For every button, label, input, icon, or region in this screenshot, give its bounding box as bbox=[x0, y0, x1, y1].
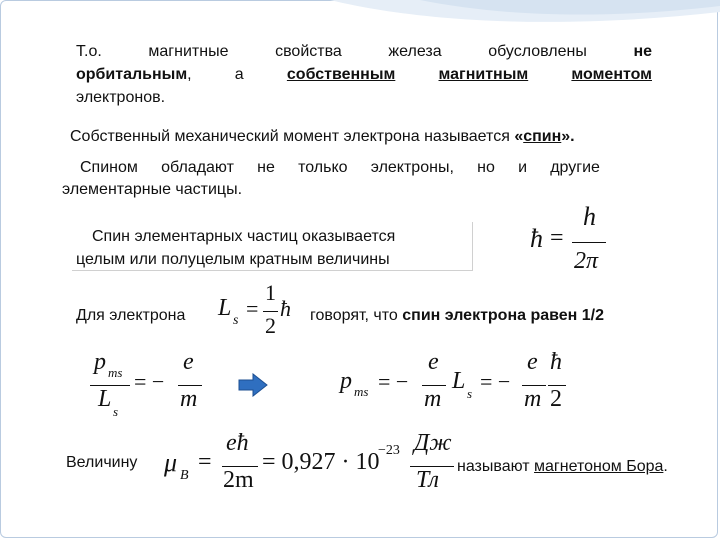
paragraph-other-particles bbox=[80, 157, 600, 178]
paragraph-magnetic-properties bbox=[76, 40, 652, 109]
arrow-right-icon bbox=[238, 373, 268, 397]
paragraph-spin-definition: Собственный механический момент электрона называется «спин». bbox=[70, 128, 575, 145]
para3-line2: элементарные частицы. bbox=[62, 181, 243, 198]
para4-line1: Спин элементарных частиц оказывается bbox=[92, 228, 396, 245]
header-swoosh-decoration bbox=[0, 0, 720, 40]
term-spin: спин bbox=[523, 128, 562, 145]
electron-spin-statement: говорят, что спин электрона равен 1/2 bbox=[310, 307, 605, 324]
para1-line2: орбитальным, а собственным магнитным моментом bbox=[76, 66, 652, 83]
term-bohr-magneton: магнетоном Бора bbox=[534, 458, 664, 475]
para1-line1: Т.о. магнитные свойства железа обусловлены не bbox=[76, 43, 653, 60]
para3-line1: Спином обладают не только электроны, но и другие bbox=[80, 159, 600, 176]
para1-line3: электронов. bbox=[76, 89, 166, 106]
fraction-bar bbox=[263, 311, 278, 312]
magneton-statement: называют магнетоном Бора. bbox=[457, 458, 668, 475]
fraction-bar bbox=[572, 242, 606, 243]
magneton-label: Величину bbox=[66, 454, 138, 471]
electron-label: Для электрона bbox=[76, 307, 186, 324]
para4-line2: целым или полуцелым кратным величины bbox=[76, 251, 390, 268]
